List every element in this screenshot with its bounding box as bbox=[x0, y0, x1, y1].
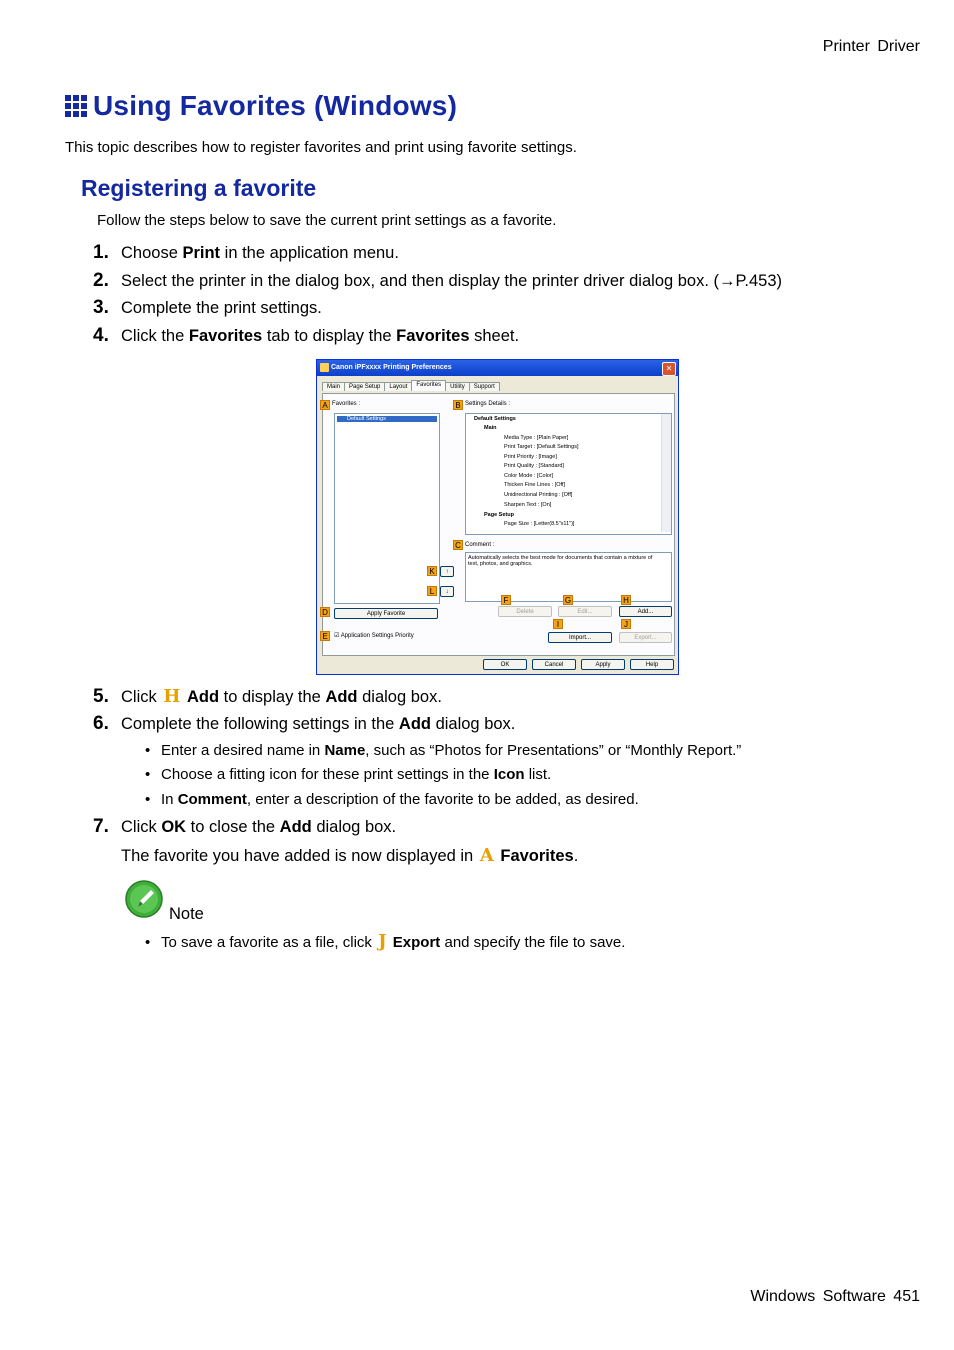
callout-i: I bbox=[553, 619, 563, 629]
tree-node: Page Size : [Letter(8.5"x11")] bbox=[504, 521, 575, 527]
tree-node: Thicken Fine Lines : [Off] bbox=[504, 482, 566, 488]
callout-marker-j: J bbox=[378, 931, 387, 952]
settings-details-label: Settings Details : bbox=[465, 401, 511, 407]
step-number: 7. bbox=[93, 816, 109, 837]
scrollbar[interactable] bbox=[661, 414, 671, 532]
tab-utility[interactable]: Utility bbox=[445, 382, 470, 391]
callout-k: K bbox=[427, 566, 437, 576]
callout-l: L bbox=[427, 586, 437, 596]
delete-button[interactable]: Delete bbox=[498, 606, 552, 617]
comment-label: Comment : bbox=[465, 542, 495, 548]
note-label: Note bbox=[169, 905, 204, 923]
section-lead: Follow the steps below to save the current print settings as a favorite. bbox=[97, 212, 557, 229]
dialog-titlebar bbox=[317, 360, 678, 376]
tree-node: Media Type : [Plain Paper] bbox=[504, 435, 569, 441]
tree-node: Default Settings bbox=[474, 416, 516, 422]
favorites-label: Favorites : bbox=[332, 401, 361, 407]
edit-button[interactable]: Edit... bbox=[558, 606, 612, 617]
settings-details-tree[interactable] bbox=[465, 413, 672, 535]
step-3: 3. Complete the print settings. bbox=[93, 297, 322, 318]
step-number: 2. bbox=[93, 270, 109, 291]
callout-f: F bbox=[501, 595, 511, 605]
tab-page-setup[interactable]: Page Setup bbox=[344, 382, 385, 391]
grid-icon bbox=[65, 95, 87, 117]
apply-favorite-button[interactable]: Apply Favorite bbox=[334, 608, 438, 619]
favorites-panel bbox=[322, 393, 675, 656]
tree-node: Page Setup bbox=[484, 512, 514, 518]
favorites-list[interactable] bbox=[334, 413, 440, 604]
tree-node: Unidirectional Printing : [Off] bbox=[504, 492, 573, 498]
move-up-icon[interactable]: ↑ bbox=[440, 566, 454, 577]
bullet-comment: • In Comment, enter a description of the favorite to be added, as desired. bbox=[145, 791, 639, 808]
callout-marker-a: A bbox=[479, 845, 494, 866]
list-item[interactable]: Default Settings bbox=[337, 416, 437, 422]
tree-node: Print Priority : [Image] bbox=[504, 454, 557, 460]
step-number: 6. bbox=[93, 713, 109, 734]
printing-preferences-dialog bbox=[316, 359, 679, 675]
callout-g: G bbox=[564, 596, 572, 605]
callout-b: B bbox=[453, 400, 463, 410]
bullet-icon: • Choose a fitting icon for these print settings in the Icon list. bbox=[145, 766, 552, 783]
help-button[interactable]: Help bbox=[630, 659, 674, 670]
tab-support[interactable]: Support bbox=[469, 382, 500, 391]
tab-layout[interactable]: Layout bbox=[384, 382, 412, 391]
step-number: 4. bbox=[93, 325, 109, 346]
close-icon[interactable]: ✕ bbox=[662, 362, 676, 376]
bullet-name: • Enter a desired name in Name, such as “Photos for Presentations” or “Monthly Report.” bbox=[145, 742, 742, 759]
step-1: 1. Choose Print in the application menu. bbox=[93, 242, 399, 263]
apply-button[interactable]: Apply bbox=[581, 659, 625, 670]
note-bullet: • To save a favorite as a file, click J Export and specify the file to save. bbox=[145, 931, 626, 952]
tab-main[interactable]: Main bbox=[322, 382, 345, 391]
tree-node: Sharpen Text : [On] bbox=[504, 502, 552, 508]
move-down-icon[interactable]: ↓ bbox=[440, 586, 454, 597]
tree-node: Print Quality : [Standard] bbox=[504, 463, 564, 469]
export-button[interactable]: Export... bbox=[619, 632, 672, 643]
tree-node: Print Target : [Default Settings] bbox=[504, 444, 579, 450]
step-5: 5. Click H Add to display the Add dialog box. bbox=[93, 686, 442, 707]
page-title-row bbox=[65, 90, 457, 122]
step-number: 5. bbox=[93, 686, 109, 707]
callout-e: E bbox=[320, 631, 330, 641]
add-button[interactable]: Add... bbox=[619, 606, 672, 617]
callout-j: J bbox=[621, 619, 631, 629]
step-number: 3. bbox=[93, 297, 109, 318]
callout-c: C bbox=[453, 540, 463, 550]
step-4: 4. Click the Favorites tab to display the Favorites sheet. bbox=[93, 325, 520, 346]
comment-text: Automatically selects the best mode for documents that contain a mixture of text, photos, and graphics. bbox=[468, 555, 653, 567]
intro-text: This topic describes how to register favorites and print using favorite settings. bbox=[65, 139, 577, 156]
callout-a: A bbox=[320, 400, 330, 410]
tab-favorites[interactable]: Favorites bbox=[411, 380, 446, 391]
callout-marker-h: H bbox=[163, 686, 181, 707]
tree-node: Color Mode : [Color] bbox=[504, 473, 554, 479]
page-title: Using Favorites (Windows) bbox=[93, 90, 458, 121]
cancel-button[interactable]: Cancel bbox=[532, 659, 576, 670]
step-2: 2. Select the printer in the dialog box, and then display the printer driver dialog box. (→P.453) bbox=[93, 270, 783, 291]
tree-node: Main bbox=[484, 425, 497, 431]
dialog-title: Canon iPFxxxx Printing Preferences bbox=[331, 364, 452, 371]
import-button[interactable]: Import... bbox=[548, 632, 612, 643]
section-heading: Registering a favorite bbox=[81, 175, 317, 201]
step-6: 6. Complete the following settings in the Add dialog box. bbox=[93, 713, 516, 734]
running-header: Printer Driver bbox=[822, 38, 920, 55]
app-priority-checkbox[interactable]: ☑ Application Settings Priority bbox=[334, 633, 414, 639]
running-footer: Windows Software 451 bbox=[750, 1288, 920, 1305]
step-number: 1. bbox=[93, 242, 109, 263]
result-text: The favorite you have added is now displayed in A Favorites. bbox=[121, 845, 579, 866]
printer-icon bbox=[320, 363, 329, 372]
callout-d: D bbox=[320, 607, 330, 617]
callout-h: H bbox=[621, 595, 631, 605]
ok-button[interactable]: OK bbox=[483, 659, 527, 670]
step-7: 7. Click OK to close the Add dialog box. bbox=[93, 816, 397, 837]
tab-bar bbox=[322, 382, 499, 391]
pencil-note-icon bbox=[125, 880, 163, 918]
